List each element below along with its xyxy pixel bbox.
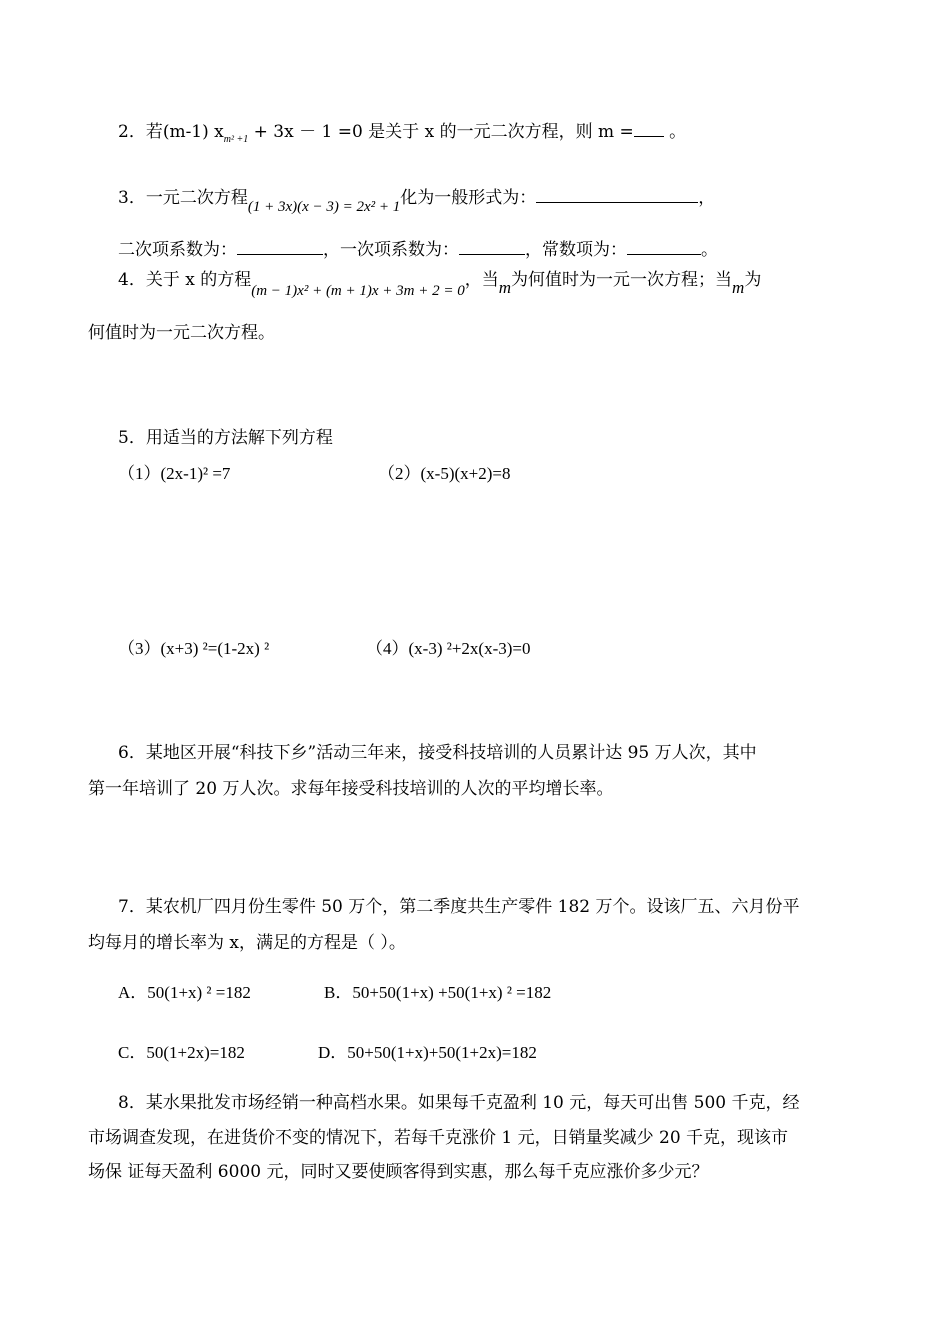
- q4-var-m-1: m: [498, 278, 512, 297]
- q7-option-b[interactable]: B．50+50(1+x) +50(1+x) ² =182: [324, 983, 552, 1002]
- question-8-line-1: 8．某水果批发市场经销一种高档水果。如果每千克盈利 10 元，每天可出售 500 千克，经: [118, 1093, 800, 1113]
- q2-prefix: 2．若(m-1) x: [118, 122, 224, 142]
- q3-constant-blank[interactable]: [627, 238, 701, 255]
- question-5-title: 5．用适当的方法解下列方程: [118, 428, 333, 448]
- q4-mid3: 为: [744, 270, 762, 290]
- q5-problem-2: （2）(x-5)(x+2)=8: [378, 464, 511, 483]
- question-4: [118, 270, 762, 299]
- question-3-line-2: [118, 238, 718, 260]
- question-8-line-2: 市场调查发现，在进货价不变的情况下，若每千克涨价 1 元，日销量奖减少 20 千克，现该市: [88, 1128, 789, 1148]
- q3-end: 。: [701, 240, 718, 260]
- q2-suffix: 。: [669, 122, 687, 142]
- q4-equation: (m − 1)x² + (m + 1)x + 3m + 2 = 0: [251, 283, 465, 299]
- question-2: [118, 120, 686, 146]
- q5-problem-4: （4）(x-3) ²+2x(x-3)=0: [366, 639, 531, 658]
- question-6-line-1: 6．某地区开展“科技下乡”活动三年来，接受科技培训的人员累计达 95 万人次，其中: [118, 743, 757, 763]
- question-4-line-2: [88, 323, 275, 343]
- q2-exponent: m² +1: [223, 134, 249, 145]
- q4-prefix: 4．关于 x 的方程: [118, 270, 252, 290]
- q3-prefix: 3．一元二次方程: [118, 188, 248, 208]
- question-6-line-2: 第一年培训了 20 万人次。求每年接受科技培训的人次的平均增长率。: [88, 779, 614, 799]
- q7-option-c[interactable]: C．50(1+2x)=182: [118, 1043, 245, 1062]
- q3-linear-coef-blank[interactable]: [459, 238, 525, 255]
- q2-middle: + 3x － 1 =0 是关于 x 的一元二次方程，则 m =: [253, 122, 634, 142]
- q2-answer-blank[interactable]: [634, 120, 664, 137]
- q3-label-linear: ，一次项系数为：: [323, 240, 459, 260]
- q4-mid1: ，当: [464, 270, 499, 290]
- q3-equation: (1 + 3x)(x − 3) = 2x² + 1: [247, 199, 401, 215]
- q7-option-a[interactable]: A．50(1+x) ² =182: [118, 983, 251, 1002]
- q3-label-constant: ，常数项为：: [525, 240, 627, 260]
- q5-problem-1: （1）(2x-1)² =7: [118, 464, 231, 483]
- q5-problem-3: （3）(x+3) ²=(1-2x) ²: [118, 639, 270, 658]
- q3-comma: ，: [698, 188, 716, 208]
- q4-line2: 何值时为一元二次方程。: [88, 323, 275, 343]
- question-7-line-2: 均每月的增长率为 x，满足的方程是（ ）。: [88, 933, 406, 953]
- q4-var-m-2: m: [732, 278, 745, 297]
- q3-general-form-blank[interactable]: [536, 186, 698, 203]
- question-3: [118, 186, 716, 215]
- question-7-line-1: 7．某农机厂四月份生零件 50 万个，第二季度共生产零件 182 万个。设该厂五、六月份平: [118, 897, 800, 917]
- question-8-line-3: 场保 证每天盈利 6000 元，同时又要使顾客得到实惠，那么每千克应涨价多少元？: [88, 1162, 709, 1182]
- q7-option-d[interactable]: D．50+50(1+x)+50(1+2x)=182: [318, 1043, 537, 1062]
- q3-suffix: 化为一般形式为：: [400, 188, 537, 208]
- q3-quadratic-coef-blank[interactable]: [237, 238, 323, 255]
- q4-mid2: 为何值时为一元一次方程；当: [511, 270, 733, 290]
- q3-label-quadratic: 二次项系数为：: [118, 240, 237, 260]
